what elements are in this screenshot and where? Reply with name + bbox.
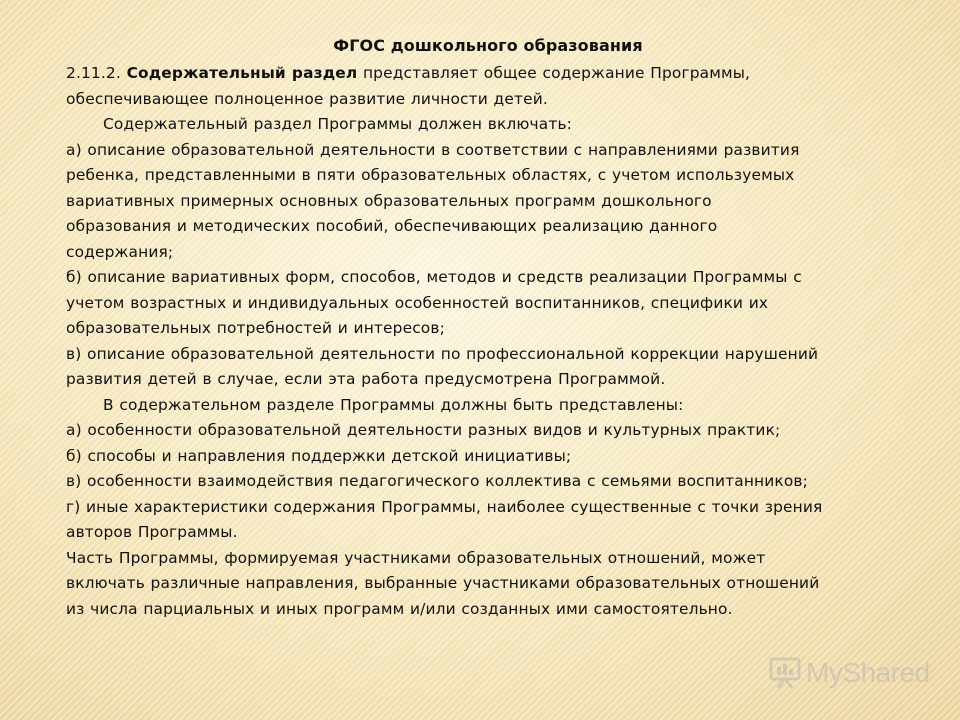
item-a-line: содержания;: [66, 242, 174, 261]
list2-item: в) особенности взаимодействия педагогического коллектива с семьями воспитанников;: [66, 472, 808, 490]
item-a-line: а) описание образовательной деятельности в соответствии с направлениями развития: [66, 140, 800, 159]
list2-item: б) способы и направления поддержки детской инициативы;: [66, 446, 572, 465]
item-b-line: учетом возрастных и индивидуальных особенностей воспитанников, специфики их: [66, 293, 769, 312]
list2-item: г) иные характеристики содержания Программы, наиболее существенные с точки зрения: [66, 497, 823, 516]
item-b-line: образовательных потребностей и интересов;: [66, 319, 445, 337]
closing-line: из числа парциальных и иных программ и/или созданных ими самостоятельно.: [66, 599, 733, 618]
intro-number: 2.11.2.: [66, 64, 121, 82]
item-a-line: ребенка, представленными в пяти образовательных областях, с учетом используемых: [66, 166, 795, 184]
intro-line-2: обеспечивающее полноценное развитие личности детей.: [66, 89, 548, 108]
intro-bold-term: Содержательный раздел: [126, 64, 358, 82]
watermark-text: MyShared: [806, 657, 930, 688]
slide-title: ФГОС дошкольного образования: [333, 36, 643, 55]
intro-line-1: [66, 61, 916, 87]
list2-item: авторов Программы.: [66, 523, 238, 541]
list2-item: а) особенности образовательной деятельности разных видов и культурных практик;: [66, 421, 781, 439]
item-a-line: вариативных примерных основных образовательных программ дошкольного: [66, 191, 712, 210]
item-c-line: развития детей в случае, если эта работа предусмотрена Программой.: [66, 370, 666, 388]
intro-rest: представляет общее содержание Программы,: [362, 64, 751, 82]
closing-line: Часть Программы, формируемая участниками образовательных отношений, может: [66, 548, 766, 567]
presentation-board-icon: [768, 656, 802, 690]
watermark-logo: [768, 655, 930, 691]
section2-heading: В содержательном разделе Программы должны быть представлены:: [103, 395, 684, 414]
item-c-line: в) описание образовательной деятельности по профессиональной коррекции нарушений: [66, 344, 819, 363]
item-a-line: образования и методических пособий, обеспечивающих реализацию данного: [66, 217, 718, 235]
closing-line: включать различные направления, выбранные участниками образовательных отношений: [66, 574, 820, 592]
item-b-line: б) описание вариативных форм, способов, методов и средств реализации Программы с: [66, 268, 802, 286]
slide-body: [66, 61, 916, 622]
section1-heading: Содержательный раздел Программы должен включать:: [103, 115, 573, 133]
